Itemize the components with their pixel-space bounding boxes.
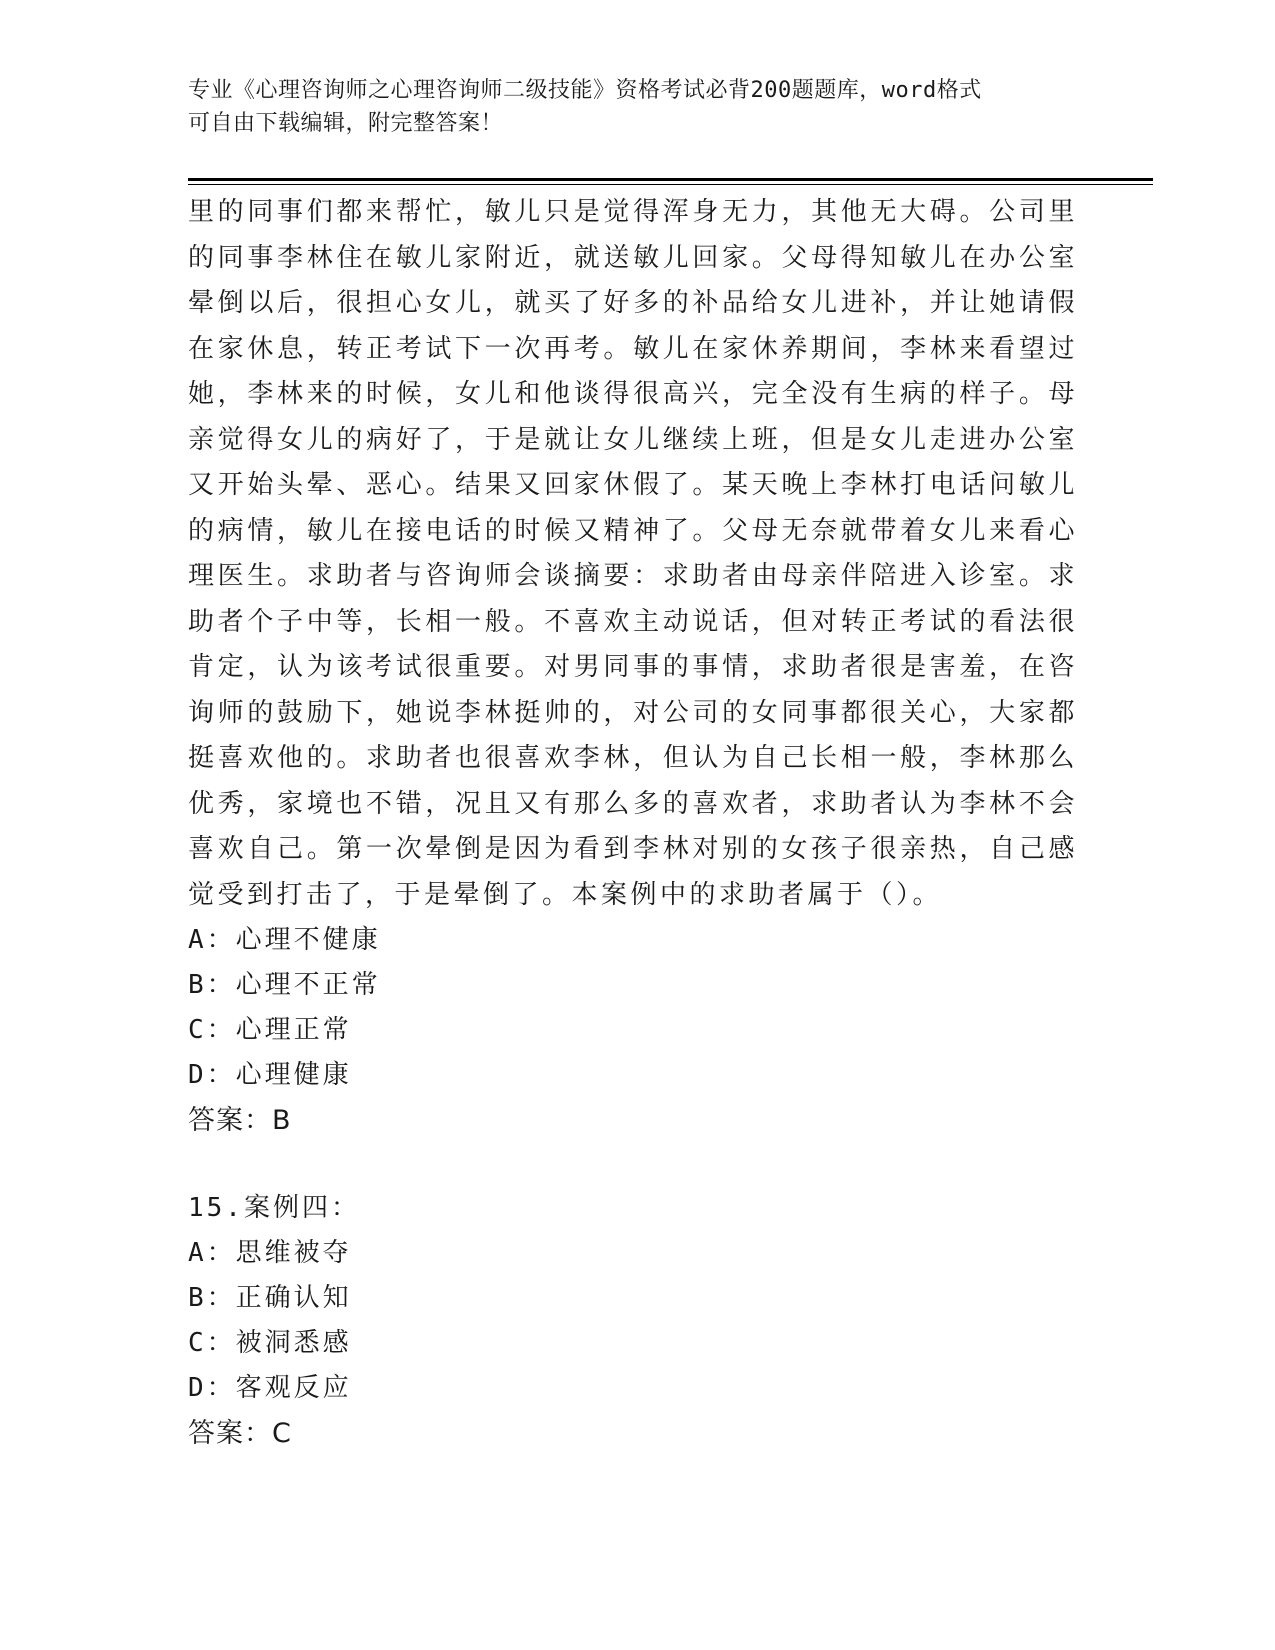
document-header [188, 74, 1068, 140]
option-a: A：思维被夺 [188, 1238, 352, 1268]
question-15 [188, 1186, 1078, 1457]
answer-label: 答案：C [188, 1418, 292, 1449]
question-14 [188, 190, 1078, 1144]
header-line-1: 专业《心理咨询师之心理咨询师二级技能》资格考试必背200题题库，word格式 [188, 78, 982, 103]
option-c: C：心理正常 [188, 1015, 352, 1045]
option-a: A：心理不健康 [188, 925, 381, 955]
option-d: D：心理健康 [188, 1060, 352, 1090]
option-d: D：客观反应 [188, 1373, 352, 1403]
header-line-2: 可自由下载编辑，附完整答案！ [188, 111, 504, 136]
question-title: 15.案例四： [188, 1193, 360, 1223]
header-divider-thick [188, 178, 1153, 181]
header-divider-thin [188, 184, 1153, 185]
case-passage: 里的同事们都来帮忙，敏儿只是觉得浑身无力，其他无大碍。公司里的同事李林住在敏儿家附近，就送敏儿回家。父母得知敏儿在办公室晕倒以后，很担心女儿，就买了好多的补品给女儿进补，并让她请假在家休息，转正考试下一次再考。敏儿在家休养期间，李林来看望过她，李林来的时候，女儿和他谈得很高兴，完全没有生病的样子。母亲觉得女儿的病好了，于是就让女儿继续上班，但是女儿走进办公室又开始头晕、恶心。结果又回家休假了。某天晚上李林打电话问敏儿的病情，敏儿在接电话的时候又精神了。父母无奈就带着女儿来看心理医生。求助者与咨询师会谈摘要：求助者由母亲伴陪进入诊室。求助者个子中等，长相一般。不喜欢主动说话，但对转正考试的看法很肯定，认为该考试很重要。对男同事的事情，求助者很是害羞，在咨询师的鼓励下，她说李林挺帅的，对公司的女同事都很关心，大家都挺喜欢他的。求助者也很喜欢李林，但认为自己长相一般，李林那么优秀，家境也不错，况且又有那么多的喜欢者，求助者认为李林不会喜欢自己。第一次晕倒是因为看到李林对别的女孩子很亲热，自己感觉受到打击了，于是晕倒了。本案例中的求助者属于（）。 [188, 197, 1078, 910]
answer-label: 答案：B [188, 1105, 292, 1136]
option-c: C：被洞悉感 [188, 1328, 352, 1358]
option-b: B：正确认知 [188, 1283, 352, 1313]
document-body [188, 190, 1078, 1457]
option-b: B：心理不正常 [188, 970, 381, 1000]
